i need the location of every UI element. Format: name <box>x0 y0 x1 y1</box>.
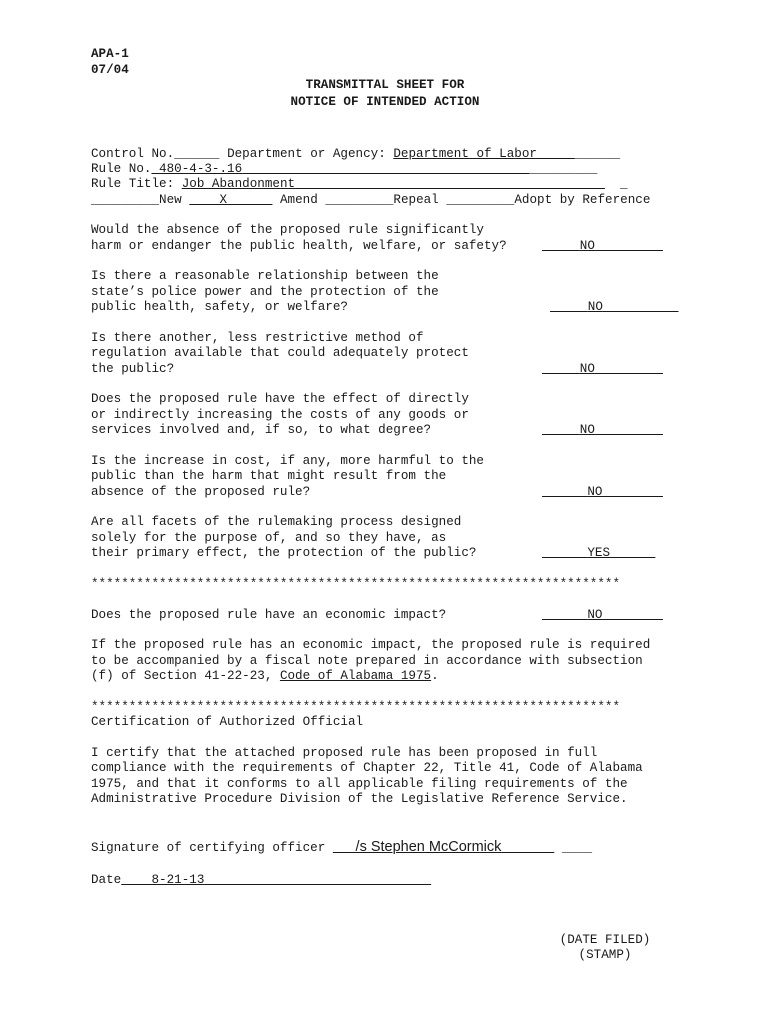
question-4-line3: services involved and, if so, to what degree? <box>91 423 432 437</box>
certification-text-line4: Administrative Procedure Division of the Legislative Reference Service. <box>91 792 628 806</box>
new-label: New <box>159 193 182 207</box>
question-2-answer[interactable]: NO <box>587 300 603 314</box>
amend-label: Amend <box>280 193 318 207</box>
question-1-answer[interactable]: NO <box>579 239 595 253</box>
question-5-line2: public than the harm that might result from the <box>91 469 447 483</box>
adopt-label: Adopt by Reference <box>514 193 651 207</box>
question-3-line2: regulation available that could adequately protect <box>91 346 469 360</box>
form-id: APA-1 <box>91 47 129 61</box>
signature-row: Signature of certifying officer /s Stephen McCormick ____ <box>91 839 593 855</box>
date-filed-label: (DATE FILED) <box>559 933 651 947</box>
signature-value: /s Stephen McCormick <box>355 839 502 855</box>
page-title-line2: NOTICE OF INTENDED ACTION <box>290 95 480 109</box>
question-6-line3: their primary effect, the protection of the public? <box>91 546 477 560</box>
question-6-line1: Are all facets of the rulemaking process designed <box>91 515 462 529</box>
question-6-line2: solely for the purpose of, and so they have, as <box>91 531 447 545</box>
repeal-blank[interactable]: _________ <box>325 193 394 207</box>
question-2-line2: state’s police power and the protection of the <box>91 285 439 299</box>
question-4-line1: Does the proposed rule have the effect of directly <box>91 392 469 406</box>
question-3-line3: the public? <box>91 362 175 376</box>
question-3-answer[interactable]: NO <box>579 362 595 376</box>
economic-note-line2: to be accompanied by a fiscal note prepared in accordance with subsection <box>91 654 643 668</box>
certification-text-line2: compliance with the requirements of Chapter 22, Title 41, Code of Alabama <box>91 761 643 775</box>
certification-heading: Certification of Authorized Official <box>91 715 364 729</box>
form-date: 07/04 <box>91 63 129 77</box>
question-2-line1: Is there a reasonable relationship between the <box>91 269 439 283</box>
economic-question: Does the proposed rule have an economic impact? <box>91 608 447 622</box>
separator-2: ********************************************************************** <box>91 700 621 714</box>
signature-field[interactable] <box>333 841 554 855</box>
dept-label: Department or Agency: <box>227 147 386 161</box>
question-6-answer[interactable]: YES <box>587 546 611 560</box>
rule-no-field[interactable]: _480-4-3-.16 <box>151 162 243 176</box>
rule-title-label: Rule Title: <box>91 177 175 191</box>
economic-note-line3: (f) of Section 41-22-23, Code of Alabama 1975. <box>91 669 439 683</box>
rule-title-row: Rule Title: Job Abandonment _ <box>91 177 628 191</box>
question-3-line1: Is there another, less restrictive method of <box>91 331 424 345</box>
rule-no-row: Rule No._480-4-3-.16 _________ <box>91 162 598 176</box>
code-of-alabama-ref: Code of Alabama 1975 <box>279 669 432 683</box>
question-1-line1: Would the absence of the proposed rule significantly <box>91 223 484 237</box>
date-row <box>91 873 431 889</box>
amend-blank[interactable]: X <box>219 193 228 207</box>
date-label: Date <box>91 873 122 887</box>
question-5-line3: absence of the proposed rule? <box>91 485 311 499</box>
new-blank[interactable]: _________ <box>91 193 160 207</box>
control-no-field[interactable]: ______ <box>174 147 220 161</box>
stamp-label: (STAMP) <box>578 948 632 962</box>
page-title-line1: TRANSMITTAL SHEET FOR <box>305 78 465 92</box>
dept-field[interactable]: Department of Labor <box>393 147 537 161</box>
signature-label: Signature of certifying officer <box>91 841 326 855</box>
certification-text-line3: 1975, and that it conforms to all applicable filing requirements of the <box>91 777 628 791</box>
question-5-answer[interactable]: NO <box>587 485 603 499</box>
action-options-row <box>91 193 650 209</box>
question-5-line1: Is the increase in cost, if any, more harmful to the <box>91 454 484 468</box>
separator-1: ********************************************************************** <box>91 577 621 591</box>
economic-answer[interactable]: NO <box>587 608 603 622</box>
question-4-answer[interactable]: NO <box>579 423 595 437</box>
certification-text-line1: I certify that the attached proposed rule has been proposed in full <box>91 746 598 760</box>
control-dept-row: Control No.______ Department or Agency: Department of Labor ______ <box>91 147 621 161</box>
repeal-label: Repeal <box>393 193 439 207</box>
rule-no-label: Rule No. <box>91 162 152 176</box>
question-1-line2: harm or endanger the public health, welfare, or safety? <box>91 239 507 253</box>
control-no-label: Control No. <box>91 147 175 161</box>
rule-title-field[interactable]: Job Abandonment <box>181 177 296 191</box>
economic-note-line1: If the proposed rule has an economic impact, the proposed rule is required <box>91 638 651 652</box>
date-field[interactable]: 8-21-13 <box>151 873 205 887</box>
question-4-line2: or indirectly increasing the costs of any goods or <box>91 408 469 422</box>
question-2-line3: public health, safety, or welfare? <box>91 300 348 314</box>
adopt-blank[interactable]: _________ <box>446 193 515 207</box>
